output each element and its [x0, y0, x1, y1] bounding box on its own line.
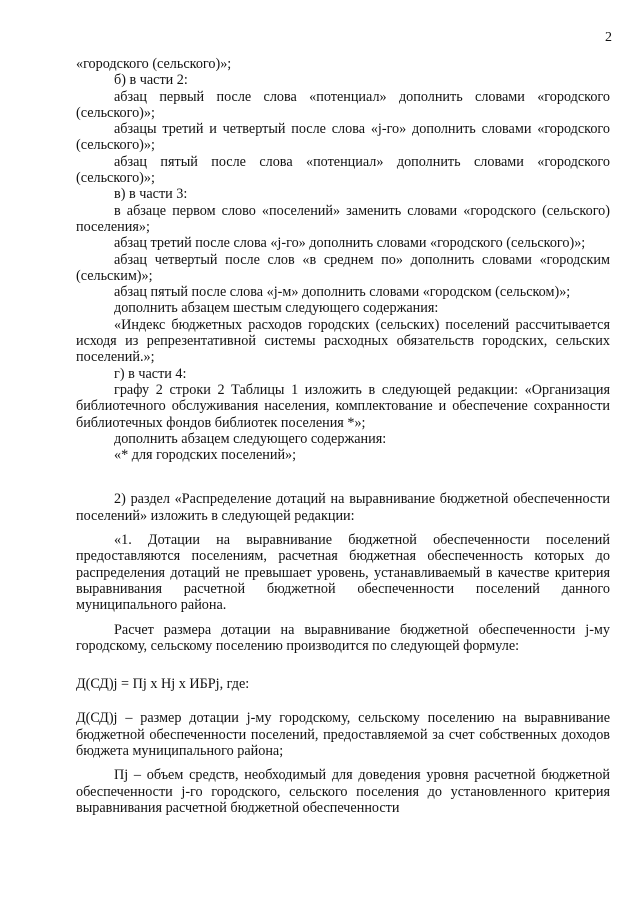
definition-paragraph: Пj – объем средств, необходимый для доведения уровня расчетной бюджетной обеспеченности j-го городского, сельского поселения до установленного критерия выравнивания расчетной бюджетной обеспеченности [76, 767, 610, 816]
definition-paragraph: Д(СД)j – размер дотации j-му городскому, сельскому поселению на выравнивание бюджетной обеспеченности поселений, предоставляемой за счет собственных доходов бюджета муниципального района; [76, 710, 610, 759]
paragraph: «1. Дотации на выравнивание бюджетной обеспеченности поселений предоставляются поселениям, расчетная бюджетная обеспеченность которых до распределения дотаций не превышает уровень, устанавливаемый в качестве критерия выравнивания расчетной бюджетной обеспеченности поселений данного муниципального района. [76, 532, 610, 614]
paragraph: г) в части 4: [114, 365, 187, 382]
paragraph: Расчет размера дотации на выравнивание бюджетной обеспеченности j-му городскому, сельскому поселению производится по следующей формуле: [76, 621, 610, 654]
paragraph: абзац третий после слова «j-го» дополнить словами «городского (сельского)»; [114, 235, 586, 252]
paragraph: б) в части 2: [114, 72, 188, 89]
paragraph: дополнить абзацем следующего содержания: [114, 430, 387, 447]
quoted-paragraph: «* для городских поселений»; [114, 447, 297, 464]
paragraph: в) в части 3: [114, 186, 188, 203]
paragraph: абзацы третий и четвертый после слова «j-го» дополнить словами «городского (сельского)»; [76, 121, 610, 154]
paragraph: дополнить абзацем шестым следующего содержания: [114, 300, 439, 317]
page-number: 2 [605, 30, 612, 45]
paragraph: графу 2 строки 2 Таблицы 1 изложить в следующей редакции: «Организация библиотечного обслуживания населения, комплектование и обеспечение сохранности библиотечных фондов библиотек поселения *»; [76, 381, 610, 431]
document-body [76, 56, 610, 816]
paragraph: «городского (сельского)»; [76, 56, 232, 72]
paragraph: в абзаце первом слово «поселений» заменить словами «городского (сельского) поселения»; [76, 202, 610, 235]
paragraph: абзац пятый после слова «потенциал» дополнить словами «городского (сельского)»; [76, 153, 610, 187]
section-heading-paragraph: 2) раздел «Распределение дотаций на выравнивание бюджетной обеспеченности поселений» изложить в следующей редакции: [76, 491, 610, 524]
quoted-paragraph: «Индекс бюджетных расходов городских (сельских) поселений рассчитывается исходя из репрезентативной системы расходных обязательств городских, сельских поселений.»; [76, 316, 610, 366]
paragraph: абзац пятый после слова «j-м» дополнить словами «городском (сельском)»; [114, 284, 571, 301]
formula: Д(СД)j = Пj х Нj х ИБРj, где: [76, 676, 250, 693]
paragraph: абзац четвертый после слов «в среднем по» дополнить словами «городским (сельским)»; [76, 251, 610, 284]
paragraph: абзац первый после слова «потенциал» дополнить словами «городского (сельского)»; [76, 88, 610, 121]
